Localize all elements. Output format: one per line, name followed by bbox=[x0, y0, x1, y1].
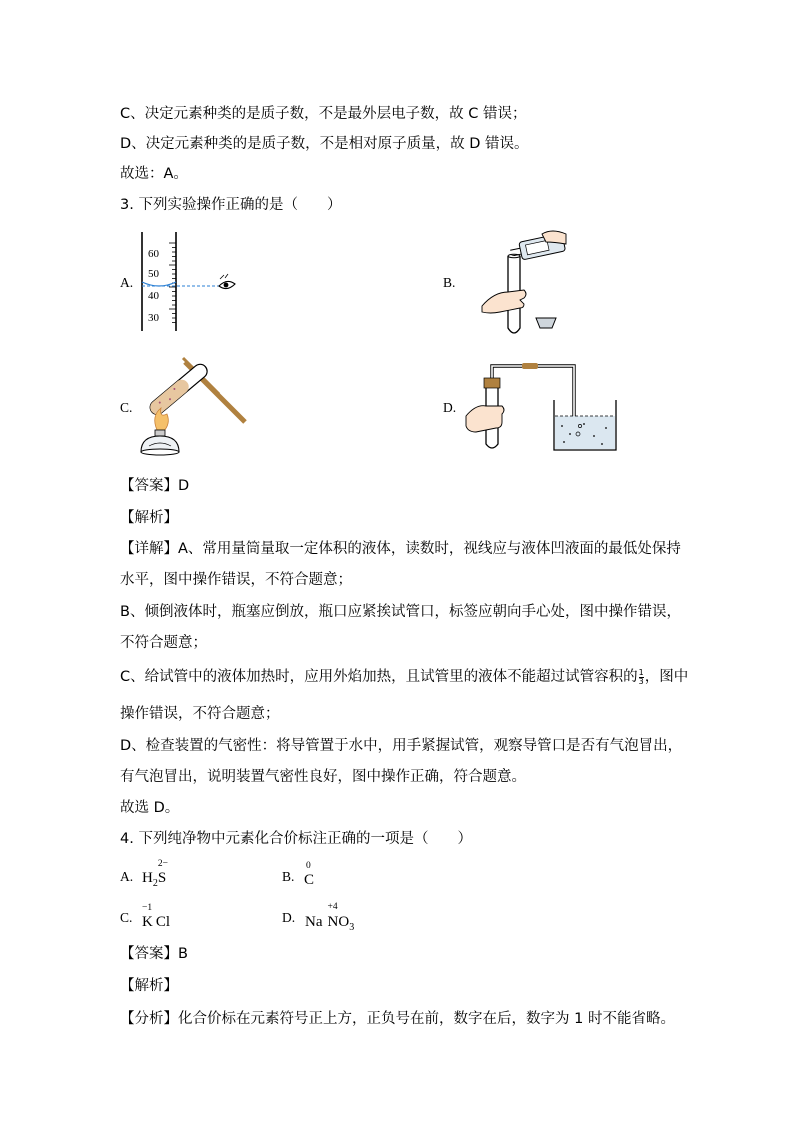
text-line: 不符合题意； bbox=[120, 635, 207, 651]
text-line-with-fraction bbox=[120, 667, 688, 687]
element-cl: Cl bbox=[155, 914, 171, 930]
formula-nano3 bbox=[305, 902, 355, 933]
text-segment: C、给试管中的液体加热时，应用外焰加热，且试管里的液体不能超过试管容积的 bbox=[120, 669, 638, 685]
q4-option-d-label: D. bbox=[282, 910, 296, 925]
answer-3: 【答案】D bbox=[120, 478, 190, 494]
tick-40: 40 bbox=[148, 290, 159, 302]
formula-kcl bbox=[142, 903, 171, 931]
eye-icon bbox=[219, 274, 235, 289]
element-na: Na bbox=[305, 914, 323, 930]
text-line: D、决定元素种类的是质子数，不是相对原子质量，故 D 错误。 bbox=[120, 136, 529, 152]
question-3: 3. 下列实验操作正确的是（ ） bbox=[120, 197, 342, 213]
text-line: 有气泡冒出，说明装置气密性良好，图中操作正确，符合题意。 bbox=[120, 769, 526, 785]
fraction-numerator: 1 bbox=[638, 667, 644, 677]
text-line: 【分析】化合价标在元素符号正上方，正负号在前，数字在后，数字为 1 时不能省略。 bbox=[120, 1011, 675, 1027]
text-line: C、决定元素种类的是质子数，不是最外层电子数，故 C 错误； bbox=[120, 106, 527, 122]
tick-60: 60 bbox=[148, 248, 159, 260]
element-s: S bbox=[157, 870, 167, 886]
analysis-heading-3: 【解析】 bbox=[120, 510, 178, 526]
q4-option-c-label: C. bbox=[120, 910, 133, 925]
question-4: 4. 下列纯净物中元素化合价标注正确的一项是（ ） bbox=[120, 831, 472, 847]
option-a-label: A. bbox=[120, 275, 134, 290]
element-n: N bbox=[327, 914, 339, 930]
valence-mark: −1 bbox=[142, 903, 153, 913]
valence-mark: 0 bbox=[306, 861, 311, 871]
text-line: 水平，图中操作错误，不符合题意； bbox=[120, 572, 352, 588]
formula-c bbox=[304, 861, 315, 889]
element-o: O bbox=[338, 914, 350, 930]
heating-test-tube-figure bbox=[137, 352, 249, 462]
element-c: C bbox=[304, 872, 315, 888]
q4-option-a-label: A. bbox=[120, 869, 134, 884]
valence-mark: 2− bbox=[157, 859, 168, 869]
q4-option-b-label: B. bbox=[282, 869, 295, 884]
text-line: D、检查装置的气密性：将导管置于水中，用手紧握试管，观察导管口是否有气泡冒出， bbox=[120, 738, 683, 754]
text-line: 故选：A。 bbox=[120, 166, 188, 182]
tick-50: 50 bbox=[148, 268, 159, 280]
option-d-label: D. bbox=[443, 400, 457, 415]
element-k: K bbox=[142, 914, 153, 930]
subscript: 3 bbox=[349, 922, 355, 933]
option-c-label: C. bbox=[120, 400, 133, 415]
pouring-liquid-figure bbox=[480, 228, 570, 340]
subscript: 2 bbox=[152, 878, 158, 889]
answer-4: 【答案】B bbox=[120, 946, 188, 962]
text-line: 操作错误，不符合题意； bbox=[120, 706, 280, 722]
airtightness-check-figure bbox=[462, 356, 624, 454]
fraction bbox=[639, 669, 644, 686]
text-segment: ，图中 bbox=[644, 669, 689, 685]
text-line: B、倾倒液体时，瓶塞应倒放，瓶口应紧挨试管口，标签应朝向手心处，图中操作错误， bbox=[120, 604, 681, 620]
fraction-denominator: 3 bbox=[638, 676, 644, 686]
graduated-cylinder-figure bbox=[135, 228, 245, 336]
text-line: 故选 D。 bbox=[120, 800, 180, 816]
option-b-label: B. bbox=[443, 275, 456, 290]
text-line: 【详解】A、常用量筒量取一定体积的液体，读数时，视线应与液体凹液面的最低处保持 bbox=[120, 541, 681, 557]
element-h: H bbox=[142, 870, 153, 886]
tick-30: 30 bbox=[148, 312, 159, 324]
analysis-heading-4: 【解析】 bbox=[120, 978, 178, 994]
valence-mark: +4 bbox=[327, 902, 338, 912]
formula-h2s bbox=[142, 859, 168, 889]
